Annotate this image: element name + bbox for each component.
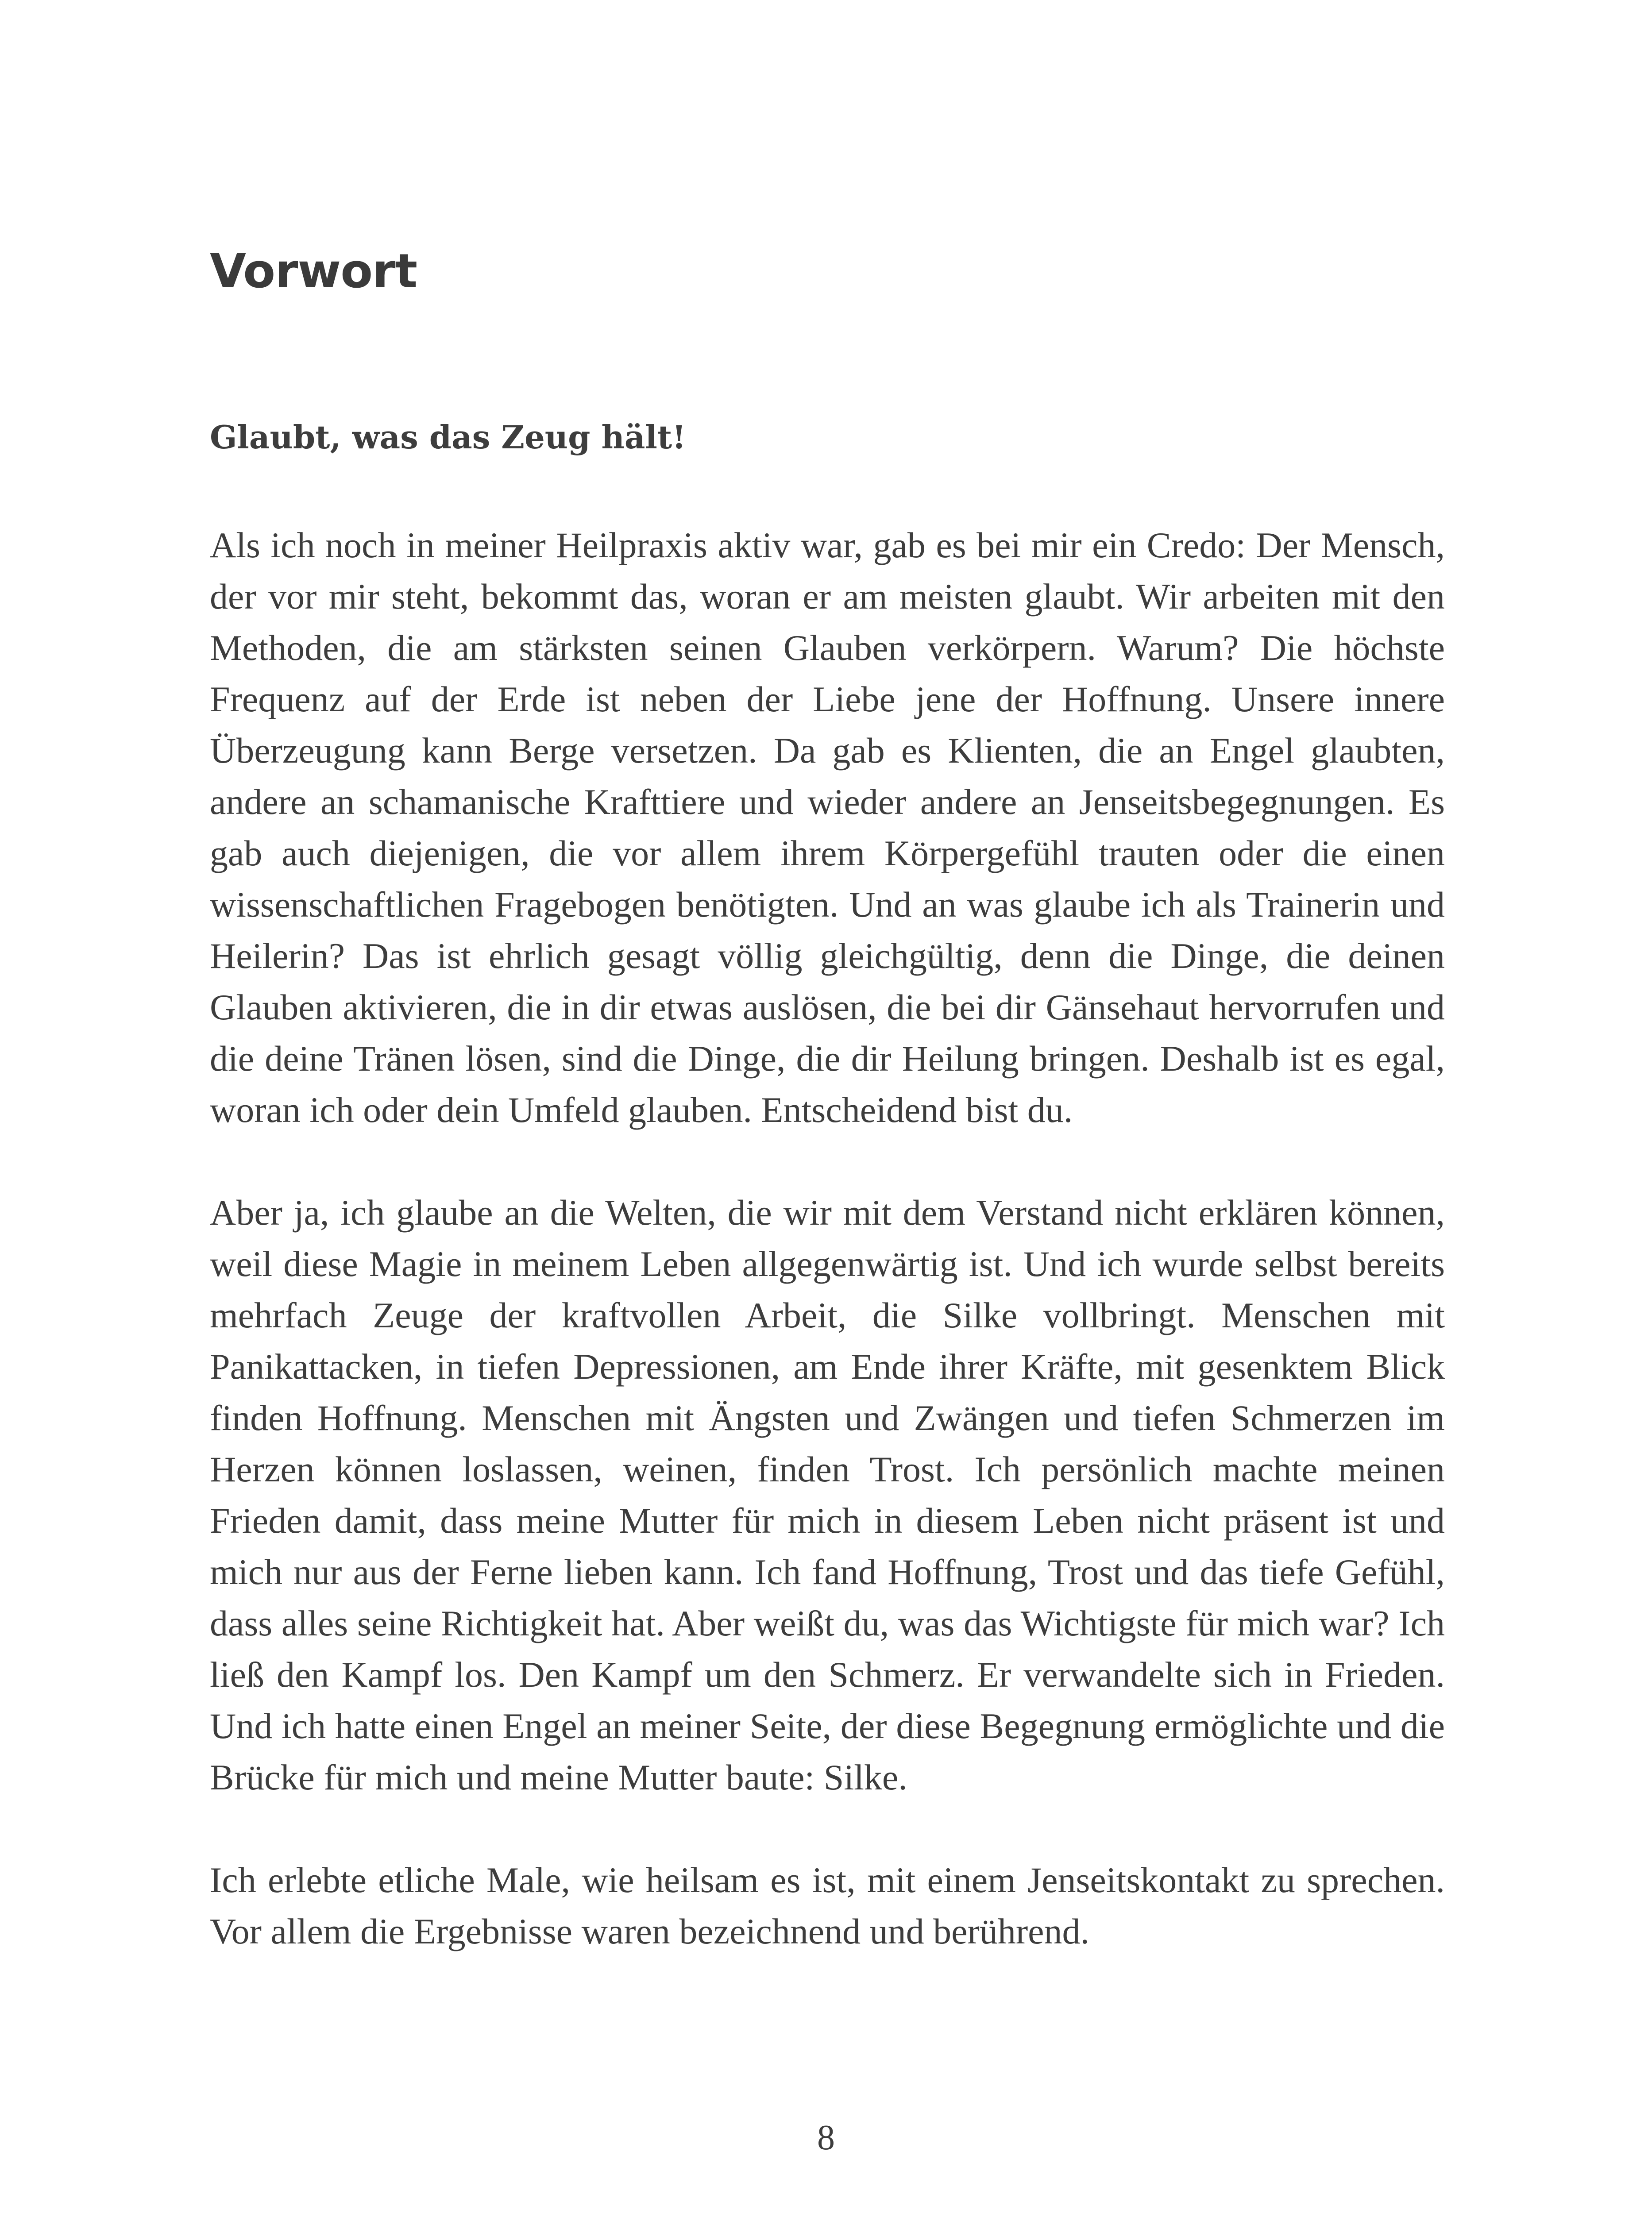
- paragraph-3: Ich erlebte etliche Male, wie heilsam es ist, mit einem Jenseitskontakt zu sprechen. Vor allem die Ergebnisse waren bezeichnend und berührend.: [210, 1860, 1445, 1951]
- page-number: 8: [817, 2118, 835, 2157]
- page-content: [210, 244, 1445, 1957]
- chapter-title: Vorwort: [210, 244, 417, 298]
- chapter-subtitle: Glaubt, was das Zeug hält!: [210, 418, 686, 456]
- paragraph-1: Als ich noch in meiner Heilpraxis aktiv war, gab es bei mir ein Credo: Der Mensch, der vor mir steht, bekommt das, woran er am meisten glaubt. Wir arbeiten mit den Methoden, die am stärksten seinen Glauben verkörpern. Warum? Die höchste Frequenz auf der Erde ist neben der Liebe jene der Hoffnung. Unsere innere Überzeugung kann Berge versetzen. Da gab es Klienten, die an Engel glaubten, andere an schamanische Krafttiere und wieder andere an Jenseitsbegegnungen. Es gab auch diejenigen, die vor allem ihrem Körpergefühl trauten oder die einen wissenschaftlichen Fragebogen benötigten. Und an was glaube ich als Trainerin und Heilerin? Das ist ehrlich gesagt völlig gleichgültig, denn die Dinge, die deinen Glauben aktivieren, die in dir etwas auslösen, die bei dir Gänsehaut hervorrufen und die deine Tränen lösen, sind die Dinge, die dir Heilung bringen. Deshalb ist es egal, woran ich oder dein Umfeld glauben. Entscheidend bist du.: [210, 525, 1445, 1130]
- paragraph-2: Aber ja, ich glaube an die Welten, die wir mit dem Verstand nicht erklären können, weil diese Magie in meinem Leben allgegenwärtig ist. Und ich wurde selbst bereits mehrfach Zeuge der kraftvollen Arbeit, die Silke vollbringt. Menschen mit Panikattacken, in tiefen Depressionen, am Ende ihrer Kräfte, mit gesenktem Blick finden Hoffnung. Menschen mit Ängsten und Zwängen und tiefen Schmerzen im Herzen können loslassen, weinen, finden Trost. Ich persönlich machte meinen Frieden damit, dass meine Mutter für mich in diesem Leben nicht präsent ist und mich nur aus der Ferne lieben kann. Ich fand Hoffnung, Trost und das tiefe Gefühl, dass alles seine Richtigkeit hat. Aber weißt du, was das Wichtigste für mich war? Ich ließ den Kampf los. Den Kampf um den Schmerz. Er verwandelte sich in Frieden. Und ich hatte einen Engel an meiner Seite, der diese Begegnung ermöglichte und die Brücke für mich und meine Mutter baute: Silke.: [210, 1192, 1445, 1797]
